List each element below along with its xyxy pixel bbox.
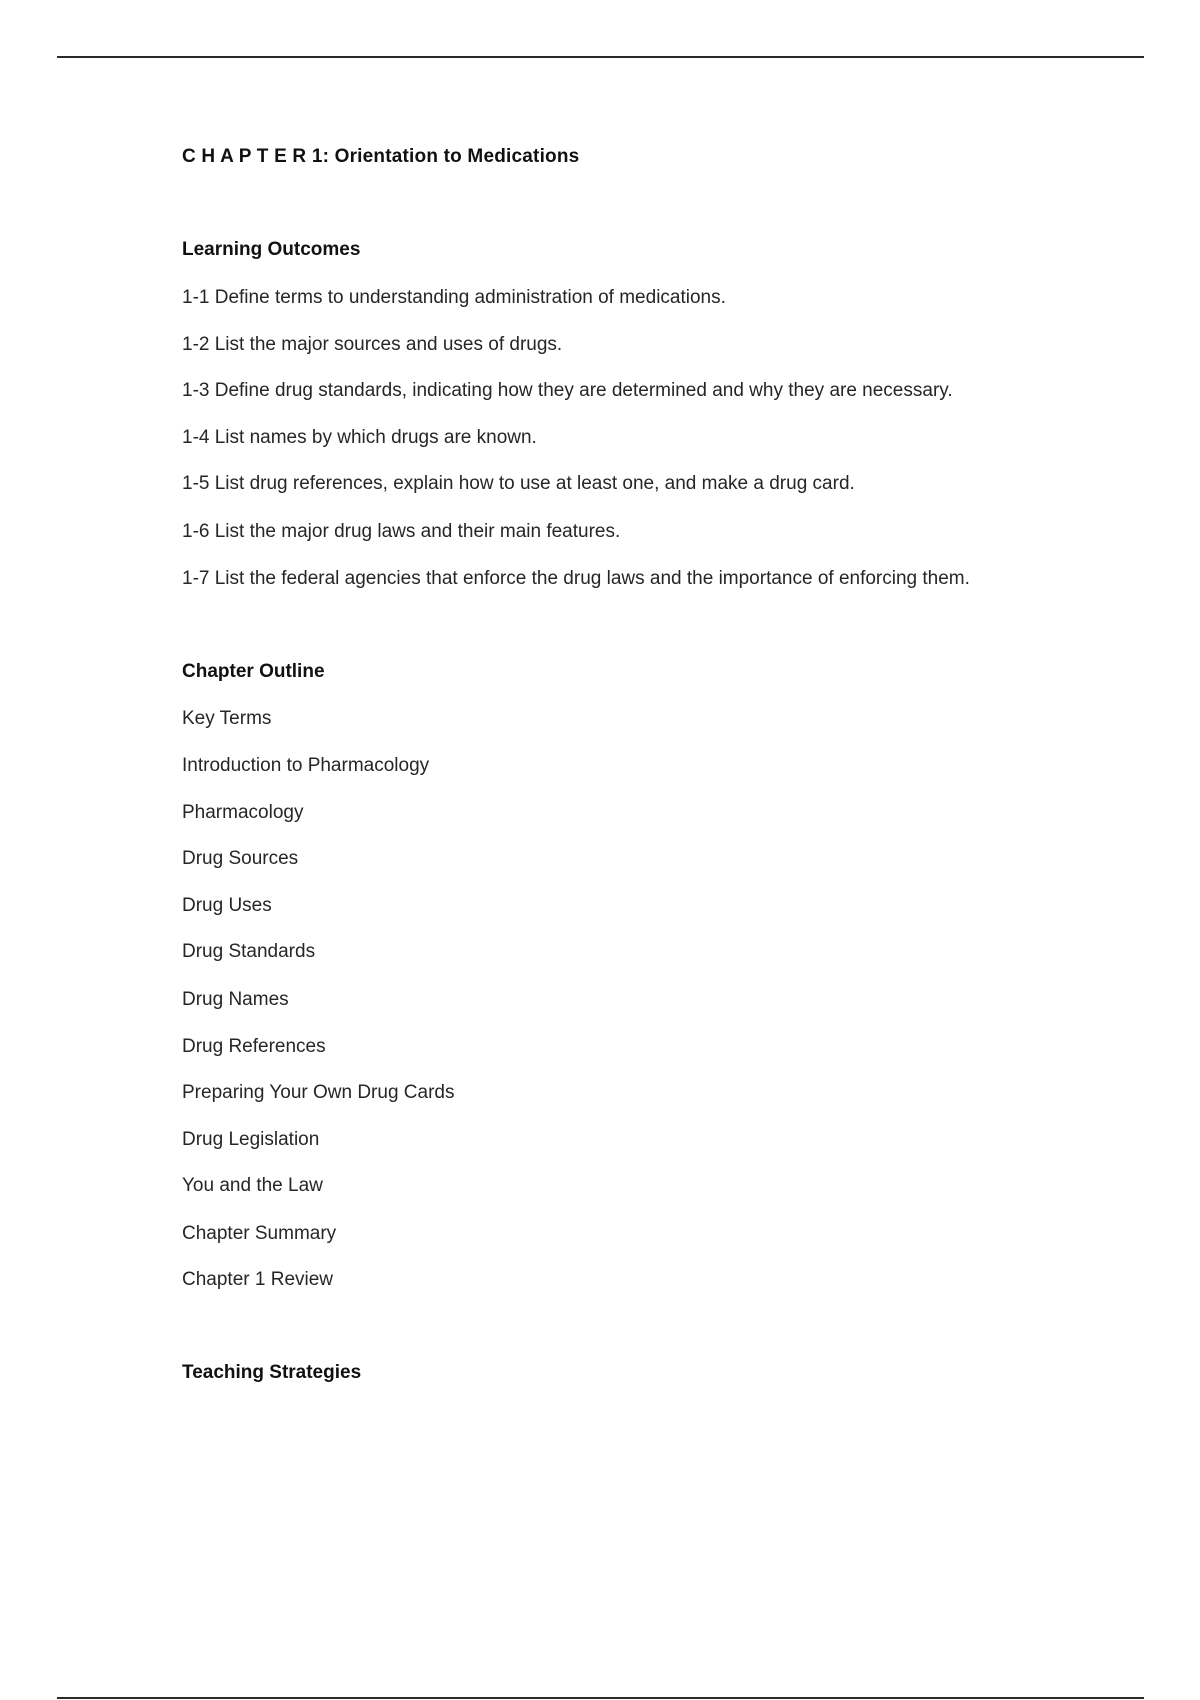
outline-item: Drug Names [182, 989, 289, 1010]
learning-outcome-item: 1-7 List the federal agencies that enforce the drug laws and the importance of enforcing them. [182, 568, 970, 589]
outline-item: Introduction to Pharmacology [182, 755, 430, 776]
outline-item: Drug Standards [182, 941, 316, 962]
learning-outcomes-heading: Learning Outcomes [182, 239, 361, 260]
outline-item: Drug Sources [182, 848, 299, 869]
chapter-title: C H A P T E R 1: Orientation to Medications [182, 146, 580, 167]
learning-outcome-item: 1-2 List the major sources and uses of drugs. [182, 334, 563, 355]
outline-item: Chapter 1 Review [182, 1269, 334, 1290]
outline-item: Drug Uses [182, 895, 272, 916]
learning-outcome-item: 1-5 List drug references, explain how to use at least one, and make a drug card. [182, 473, 855, 494]
learning-outcome-item: 1-4 List names by which drugs are known. [182, 427, 537, 448]
outline-item: Preparing Your Own Drug Cards [182, 1082, 455, 1103]
outline-item: Chapter Summary [182, 1223, 337, 1244]
outline-item: Drug References [182, 1036, 326, 1057]
teaching-strategies-heading: Teaching Strategies [182, 1362, 362, 1383]
chapter-outline-heading: Chapter Outline [182, 661, 325, 682]
outline-item: Drug Legislation [182, 1129, 320, 1150]
bottom-rule [57, 1697, 1144, 1699]
learning-outcome-item: 1-1 Define terms to understanding administration of medications. [182, 287, 726, 308]
outline-item: Key Terms [182, 708, 272, 729]
top-rule [57, 56, 1144, 58]
learning-outcome-item: 1-3 Define drug standards, indicating how they are determined and why they are necessary. [182, 380, 953, 401]
outline-item: You and the Law [182, 1175, 323, 1196]
learning-outcome-item: 1-6 List the major drug laws and their main features. [182, 521, 621, 542]
outline-item: Pharmacology [182, 802, 304, 823]
